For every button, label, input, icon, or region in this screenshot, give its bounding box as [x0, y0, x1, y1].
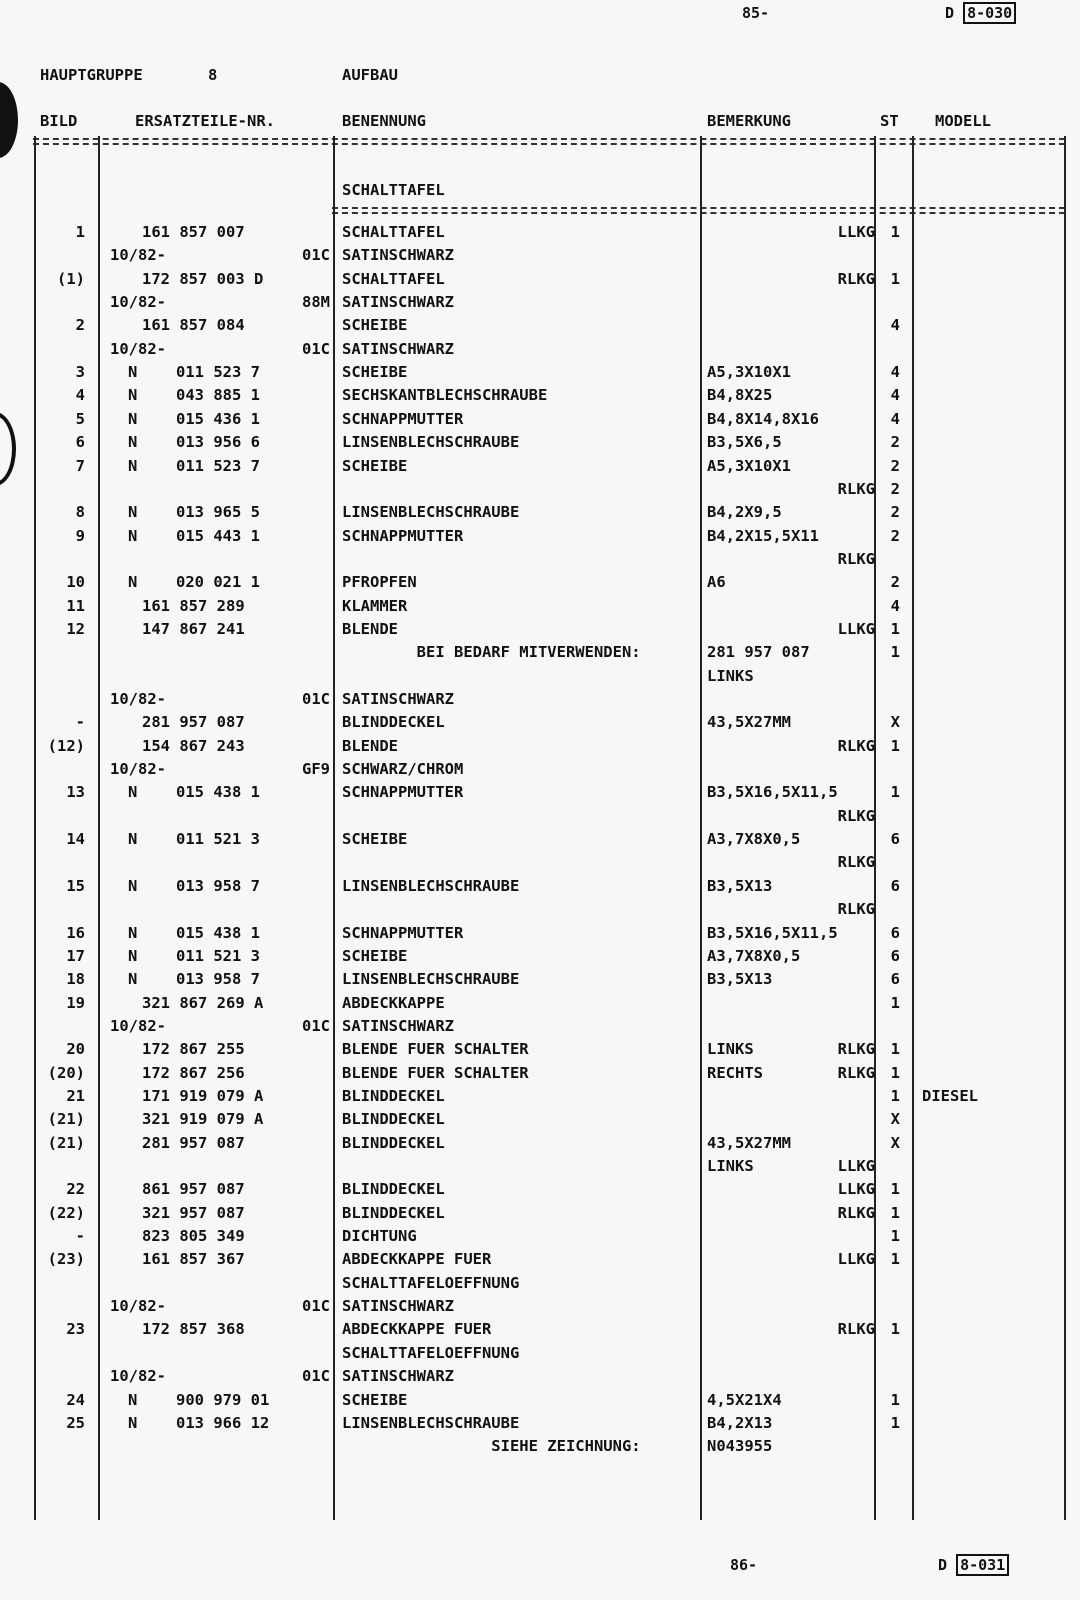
bild-cell: (21) [47, 1133, 85, 1152]
qty-cell: 1 [890, 643, 900, 662]
color-code-cell: 01C [302, 1297, 330, 1316]
bild-cell: 9 [75, 526, 85, 545]
bild-cell: 25 [66, 1413, 85, 1432]
name-cell: DICHTUNG [342, 1227, 417, 1246]
qty-cell: 1 [890, 223, 900, 241]
remark-cell: B4,2X9,5 [707, 503, 782, 522]
norm-mark-cell: N [128, 363, 138, 382]
norm-mark-cell: N [128, 923, 138, 942]
part-number-cell: 861 957 087 [142, 1180, 245, 1199]
bild-cell: 5 [75, 409, 85, 428]
group-number: 8 [208, 66, 218, 84]
table-row [0, 244, 1080, 267]
part-number-cell: 011 523 7 [176, 363, 260, 382]
col-header-bild: BILD [40, 112, 78, 130]
remark-cell: B3,5X16,5X11,5 [707, 783, 838, 802]
table-row [0, 1435, 1080, 1458]
remark-cell: B4,2X13 [707, 1413, 773, 1432]
qty-cell: 6 [890, 923, 900, 942]
bild-cell: - [75, 1227, 85, 1246]
remark-cell: N043955 [707, 1437, 773, 1456]
bild-cell: 23 [66, 1320, 85, 1339]
table-row [0, 1202, 1080, 1225]
table-row [0, 525, 1080, 548]
table-row [0, 384, 1080, 407]
remark-cell: 43,5X27MM [707, 713, 791, 732]
table-row [0, 571, 1080, 594]
table-row [0, 1178, 1080, 1201]
bild-cell: 10 [66, 573, 85, 592]
page-ref-bottom [938, 1556, 1009, 1574]
qty-cell: 1 [890, 1203, 900, 1222]
qty-cell: 1 [890, 1250, 900, 1269]
remark-cell: 43,5X27MM [707, 1133, 791, 1152]
remark-cell: B3,5X6,5 [707, 433, 782, 452]
name-cell: SIEHE ZEICHNUNG: [342, 1437, 641, 1456]
section-title: SCHALTTAFEL [342, 181, 445, 199]
table-row [0, 1272, 1080, 1295]
bild-cell: 15 [66, 876, 85, 895]
table-row [0, 361, 1080, 384]
bild-cell: 4 [75, 386, 85, 405]
section-separator-2 [332, 212, 1065, 214]
name-cell: BLENDE FUER SCHALTER [342, 1040, 529, 1059]
norm-mark-cell: N [128, 456, 138, 475]
qty-cell: 1 [890, 1063, 900, 1082]
table-row [0, 1062, 1080, 1085]
part-number-cell: 013 958 7 [176, 970, 260, 989]
table-row [0, 501, 1080, 524]
name-cell: ABDECKKAPPE FUER [342, 1320, 492, 1339]
page-ref-letter-bottom: D [938, 1556, 948, 1574]
qty-cell: 1 [890, 783, 900, 802]
name-cell: SCHALTTAFEL [342, 223, 445, 241]
name-cell: SCHEIBE [342, 1390, 408, 1409]
qty-cell: 1 [890, 736, 900, 755]
name-cell: BLINDDECKEL [342, 1086, 445, 1105]
part-number-cell: 10/82- [110, 339, 166, 358]
qty-cell: 1 [890, 993, 900, 1012]
binder-hole-top [0, 82, 18, 158]
version-cell: RLKG [837, 1320, 875, 1339]
name-cell: SCHEIBE [342, 946, 408, 965]
part-number-cell: 10/82- [110, 246, 166, 265]
version-cell: LLKG [837, 1250, 875, 1269]
table-row [0, 1295, 1080, 1318]
table-row [0, 478, 1080, 501]
qty-cell: 1 [890, 1040, 900, 1059]
qty-cell: 6 [890, 946, 900, 965]
qty-cell: 1 [890, 1413, 900, 1432]
table-row [0, 641, 1080, 664]
qty-cell: 4 [890, 409, 900, 428]
version-cell: RLKG [837, 1063, 875, 1082]
norm-mark-cell: N [128, 386, 138, 405]
part-number-cell: 281 957 087 [142, 713, 245, 732]
part-number-cell: 147 867 241 [142, 619, 245, 638]
part-number-cell: 171 919 079 A [142, 1086, 264, 1105]
bild-cell: 1 [75, 223, 85, 241]
table-row [0, 314, 1080, 337]
page-ref-box-bottom: 8-031 [956, 1554, 1009, 1576]
name-cell: SCHALTTAFELOEFFNUNG [342, 1343, 520, 1362]
model-cell: DIESEL [922, 1086, 978, 1105]
name-cell: KLAMMER [342, 596, 408, 615]
bild-cell: 11 [66, 596, 85, 615]
name-cell: PFROPFEN [342, 573, 417, 592]
qty-cell: 4 [890, 363, 900, 382]
version-cell: LLKG [837, 1180, 875, 1199]
name-cell: LINSENBLECHSCHRAUBE [342, 1413, 520, 1432]
remark-cell: 4,5X21X4 [707, 1390, 782, 1409]
table-row [0, 1389, 1080, 1412]
table-row [0, 735, 1080, 758]
remark-cell: B4,8X25 [707, 386, 773, 405]
part-number-cell: 043 885 1 [176, 386, 260, 405]
part-number-cell: 172 867 256 [142, 1063, 245, 1082]
name-cell: SATINSCHWARZ [342, 246, 454, 265]
name-cell: BLENDE [342, 736, 398, 755]
page-ref-letter: D [945, 4, 955, 22]
name-cell: ABDECKKAPPE FUER [342, 1250, 492, 1269]
table-row [0, 1108, 1080, 1131]
table-row [0, 758, 1080, 781]
part-number-cell: 013 958 7 [176, 876, 260, 895]
version-cell: RLKG [837, 1040, 875, 1059]
norm-mark-cell: N [128, 970, 138, 989]
table-row [0, 268, 1080, 291]
bild-cell: 7 [75, 456, 85, 475]
bild-cell: 14 [66, 830, 85, 849]
table-row [0, 968, 1080, 991]
qty-cell: 1 [890, 1180, 900, 1199]
color-code-cell: 01C [302, 339, 330, 358]
remark-cell: B3,5X16,5X11,5 [707, 923, 838, 942]
table-row [0, 338, 1080, 361]
remark-cell: A5,3X10X1 [707, 456, 791, 475]
part-number-cell: 161 857 007 [142, 223, 245, 241]
remark-cell: A5,3X10X1 [707, 363, 791, 382]
part-number-cell: 020 021 1 [176, 573, 260, 592]
bild-cell: 6 [75, 433, 85, 452]
qty-cell: 6 [890, 876, 900, 895]
table-row [0, 221, 1080, 244]
part-number-cell: 321 957 087 [142, 1203, 245, 1222]
qty-cell: 6 [890, 970, 900, 989]
version-cell: LLKG [837, 1157, 875, 1175]
page-ref-top [945, 4, 1016, 22]
table-row [0, 805, 1080, 828]
qty-cell: 1 [890, 269, 900, 288]
table-row [0, 1318, 1080, 1341]
name-cell: BLINDDECKEL [342, 713, 445, 732]
qty-cell: 4 [890, 596, 900, 615]
table-row [0, 408, 1080, 431]
bild-cell: 24 [66, 1390, 85, 1409]
table-row [0, 595, 1080, 618]
bild-cell: 17 [66, 946, 85, 965]
bild-cell: (1) [57, 269, 85, 288]
group-label: HAUPTGRUPPE [40, 66, 143, 84]
bild-cell: 20 [66, 1040, 85, 1059]
part-number-cell: 10/82- [110, 1297, 166, 1316]
remark-cell: RECHTS [707, 1063, 763, 1082]
table-row [0, 711, 1080, 734]
bild-cell: 18 [66, 970, 85, 989]
bild-cell: (20) [47, 1063, 85, 1082]
part-number-cell: 10/82- [110, 1367, 166, 1386]
table-row [0, 688, 1080, 711]
bild-cell: 13 [66, 783, 85, 802]
name-cell: LINSENBLECHSCHRAUBE [342, 503, 520, 522]
part-number-cell: 161 857 084 [142, 316, 245, 335]
remark-cell: A3,7X8X0,5 [707, 830, 801, 849]
norm-mark-cell: N [128, 830, 138, 849]
bild-cell: - [75, 713, 85, 732]
name-cell: BLENDE FUER SCHALTER [342, 1063, 529, 1082]
part-number-cell: 172 857 368 [142, 1320, 245, 1339]
table-row [0, 1015, 1080, 1038]
table-row [0, 1412, 1080, 1435]
table-row [0, 1132, 1080, 1155]
remark-cell: LINKS [707, 1040, 754, 1059]
name-cell: LINSENBLECHSCHRAUBE [342, 970, 520, 989]
table-row [0, 1155, 1080, 1178]
part-number-cell: 321 919 079 A [142, 1110, 264, 1129]
page-ref-box: 8-030 [963, 2, 1016, 24]
qty-cell: 2 [890, 526, 900, 545]
norm-mark-cell: N [128, 573, 138, 592]
version-cell: RLKG [837, 853, 875, 872]
part-number-cell: 011 523 7 [176, 456, 260, 475]
bild-cell: (21) [47, 1110, 85, 1129]
part-number-cell: 281 957 087 [142, 1133, 245, 1152]
version-cell: RLKG [837, 479, 875, 498]
norm-mark-cell: N [128, 1390, 138, 1409]
color-code-cell: 01C [302, 246, 330, 265]
part-number-cell: 10/82- [110, 1016, 166, 1035]
bild-cell: (22) [47, 1203, 85, 1222]
remark-cell: LINKS [707, 1157, 754, 1175]
name-cell: SCHWARZ/CHROM [342, 760, 464, 779]
part-number-cell: 011 521 3 [176, 946, 260, 965]
norm-mark-cell: N [128, 1413, 138, 1432]
name-cell: BLINDDECKEL [342, 1133, 445, 1152]
name-cell: SCHEIBE [342, 316, 408, 335]
norm-mark-cell: N [128, 946, 138, 965]
part-number-cell: 154 867 243 [142, 736, 245, 755]
table-row [0, 291, 1080, 314]
bild-cell: 21 [66, 1086, 85, 1105]
table-row [0, 1085, 1080, 1108]
version-cell: RLKG [837, 549, 875, 568]
remark-cell: B4,2X15,5X11 [707, 526, 819, 545]
remark-cell: A6 [707, 573, 726, 592]
table-row [0, 945, 1080, 968]
color-code-cell: GF9 [302, 760, 330, 779]
part-number-cell: 10/82- [110, 293, 166, 312]
page-number-top: 85- [742, 4, 770, 22]
bild-cell: 2 [75, 316, 85, 335]
part-number-cell: 011 521 3 [176, 830, 260, 849]
name-cell: ABDECKKAPPE [342, 993, 445, 1012]
part-number-cell: 015 438 1 [176, 923, 260, 942]
part-number-cell: 10/82- [110, 690, 166, 708]
table-row [0, 781, 1080, 804]
norm-mark-cell: N [128, 503, 138, 522]
qty-cell: 6 [890, 830, 900, 849]
part-number-cell: 172 857 003 D [142, 269, 264, 288]
qty-cell: 1 [890, 1227, 900, 1246]
table-row [0, 665, 1080, 688]
name-cell: SATINSCHWARZ [342, 339, 454, 358]
version-cell: RLKG [837, 736, 875, 755]
qty-cell: 4 [890, 316, 900, 335]
qty-cell: 2 [890, 503, 900, 522]
qty-cell: 1 [890, 1320, 900, 1339]
part-number-cell: 015 443 1 [176, 526, 260, 545]
name-cell: SCHNAPPMUTTER [342, 783, 464, 802]
table-row [0, 455, 1080, 478]
name-cell: BLINDDECKEL [342, 1110, 445, 1129]
group-name: AUFBAU [342, 66, 398, 84]
version-cell: RLKG [837, 269, 875, 288]
table-row [0, 992, 1080, 1015]
remark-cell: B4,8X14,8X16 [707, 409, 819, 428]
name-cell: BEI BEDARF MITVERWENDEN: [342, 643, 641, 662]
part-number-cell: 823 805 349 [142, 1227, 245, 1246]
name-cell: SATINSCHWARZ [342, 1367, 454, 1386]
col-header-model: MODELL [935, 112, 991, 130]
remark-cell: A3,7X8X0,5 [707, 946, 801, 965]
part-number-cell: 013 965 5 [176, 503, 260, 522]
bild-cell: 16 [66, 923, 85, 942]
remark-cell: B3,5X13 [707, 876, 773, 895]
part-number-cell: 321 867 269 A [142, 993, 264, 1012]
bild-cell: (12) [47, 736, 85, 755]
col-header-name: BENENNUNG [342, 112, 426, 130]
part-number-cell: 172 867 255 [142, 1040, 245, 1059]
bild-cell: 22 [66, 1180, 85, 1199]
color-code-cell: 01C [302, 690, 330, 708]
col-header-part-no: ERSATZTEILE-NR. [135, 112, 275, 130]
table-row [0, 828, 1080, 851]
table-row [0, 1248, 1080, 1271]
table-row [0, 851, 1080, 874]
part-number-cell: 161 857 367 [142, 1250, 245, 1269]
name-cell: SCHEIBE [342, 830, 408, 849]
header-separator [33, 138, 1065, 140]
version-cell: RLKG [837, 806, 875, 825]
name-cell: SECHSKANTBLECHSCHRAUBE [342, 386, 548, 405]
bild-cell: 3 [75, 363, 85, 382]
name-cell: SCHNAPPMUTTER [342, 923, 464, 942]
part-number-cell: 10/82- [110, 760, 166, 779]
remark-cell: LINKS [707, 666, 754, 685]
name-cell: SCHNAPPMUTTER [342, 409, 464, 428]
header-separator-2 [33, 143, 1065, 145]
col-header-remark: BEMERKUNG [707, 112, 791, 130]
table-row [0, 1342, 1080, 1365]
norm-mark-cell: N [128, 433, 138, 452]
remark-cell: B3,5X13 [707, 970, 773, 989]
name-cell: LINSENBLECHSCHRAUBE [342, 433, 520, 452]
part-number-cell: 015 438 1 [176, 783, 260, 802]
name-cell: SCHNAPPMUTTER [342, 526, 464, 545]
name-cell: SATINSCHWARZ [342, 293, 454, 312]
bild-cell: (23) [47, 1250, 85, 1269]
qty-cell: 1 [890, 619, 900, 638]
name-cell: SATINSCHWARZ [342, 1016, 454, 1035]
name-cell: SCHALTTAFEL [342, 269, 445, 288]
qty-cell: X [890, 1133, 900, 1152]
part-number-cell: 013 956 6 [176, 433, 260, 452]
table-row [0, 1225, 1080, 1248]
remark-cell: 281 957 087 [707, 643, 810, 662]
version-cell: RLKG [837, 900, 875, 919]
qty-cell: 2 [890, 479, 900, 498]
qty-cell: 1 [890, 1086, 900, 1105]
table-row [0, 618, 1080, 641]
qty-cell: 4 [890, 386, 900, 405]
name-cell: BLINDDECKEL [342, 1180, 445, 1199]
bild-cell: 12 [66, 619, 85, 638]
section-separator [332, 207, 1065, 209]
version-cell: LLKG [837, 223, 875, 241]
name-cell: SATINSCHWARZ [342, 690, 454, 708]
part-number-cell: 900 979 01 [176, 1390, 270, 1409]
table-row [0, 898, 1080, 921]
norm-mark-cell: N [128, 783, 138, 802]
name-cell: BLENDE [342, 619, 398, 638]
col-header-qty: ST [880, 112, 899, 130]
part-number-cell: 013 966 12 [176, 1413, 270, 1432]
table-row [0, 548, 1080, 571]
qty-cell: 2 [890, 573, 900, 592]
name-cell: SATINSCHWARZ [342, 1297, 454, 1316]
table-row [0, 431, 1080, 454]
color-code-cell: 88M [302, 293, 330, 312]
qty-cell: X [890, 1110, 900, 1129]
norm-mark-cell: N [128, 876, 138, 895]
name-cell: SCHALTTAFELOEFFNUNG [342, 1273, 520, 1292]
table-row [0, 1365, 1080, 1388]
name-cell: SCHEIBE [342, 363, 408, 382]
norm-mark-cell: N [128, 409, 138, 428]
version-cell: LLKG [837, 619, 875, 638]
part-number-cell: 161 857 289 [142, 596, 245, 615]
bild-cell: 8 [75, 503, 85, 522]
table-row [0, 922, 1080, 945]
qty-cell: 2 [890, 456, 900, 475]
version-cell: RLKG [837, 1203, 875, 1222]
part-number-cell: 015 436 1 [176, 409, 260, 428]
norm-mark-cell: N [128, 526, 138, 545]
name-cell: SCHEIBE [342, 456, 408, 475]
bild-cell: 19 [66, 993, 85, 1012]
color-code-cell: 01C [302, 1367, 330, 1386]
table-row [0, 1038, 1080, 1061]
table-row [0, 875, 1080, 898]
qty-cell: 1 [890, 1390, 900, 1409]
name-cell: LINSENBLECHSCHRAUBE [342, 876, 520, 895]
qty-cell: 2 [890, 433, 900, 452]
color-code-cell: 01C [302, 1016, 330, 1035]
qty-cell: X [890, 713, 900, 732]
name-cell: BLINDDECKEL [342, 1203, 445, 1222]
page-number-bottom: 86- [730, 1556, 758, 1574]
